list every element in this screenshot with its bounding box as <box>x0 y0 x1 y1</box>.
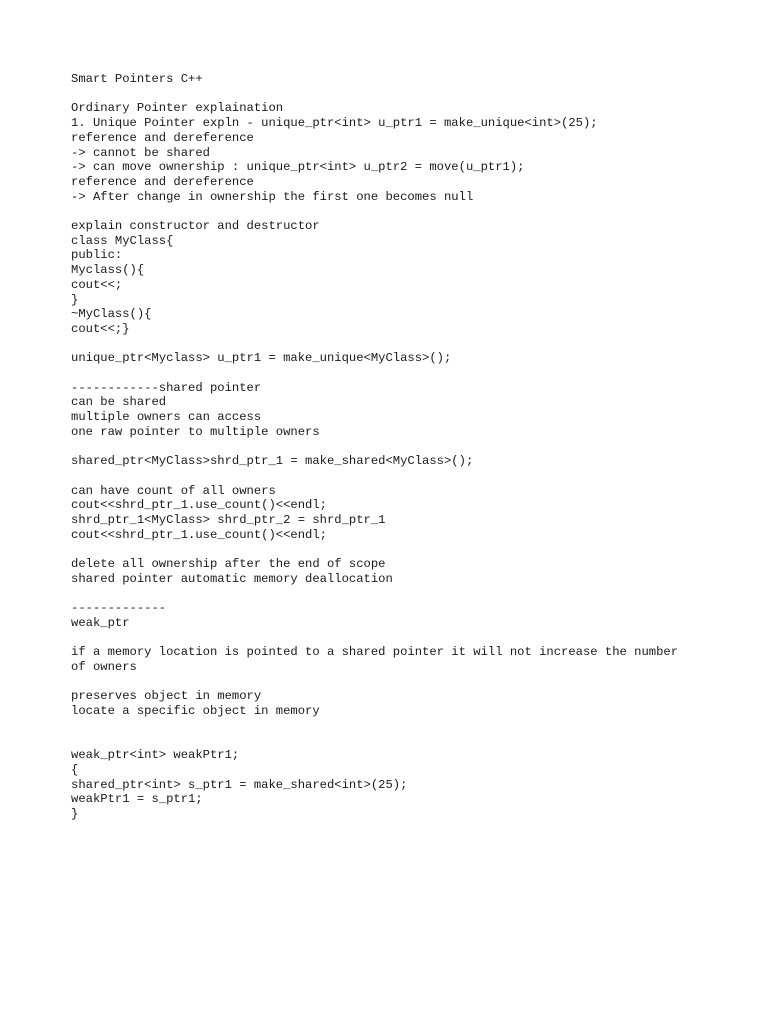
text-line: preserves object in memory <box>71 689 262 704</box>
text-line: can be shared <box>71 395 167 410</box>
text-line: ------------- <box>71 601 167 616</box>
blank-line <box>71 469 711 484</box>
text-line: cout<<shrd_ptr_1.use_count()<<endl; <box>71 527 327 542</box>
text-line: ~MyClass(){ <box>71 307 152 322</box>
text-line: of owners <box>71 659 137 674</box>
text-line: } <box>71 806 79 821</box>
text-line: Myclass(){ <box>71 263 145 278</box>
text-line: reference and dereference <box>71 174 254 189</box>
text-line: cout<<shrd_ptr_1.use_count()<<endl; <box>71 498 327 513</box>
text-line: { <box>71 762 79 777</box>
blank-line <box>71 366 711 381</box>
blank-line <box>71 204 711 219</box>
text-line: one raw pointer to multiple owners <box>71 424 320 439</box>
text-line: -> can move ownership : unique_ptr<int> u_ptr2 = move(u_ptr1); <box>71 160 525 175</box>
text-line: cout<<; <box>71 277 123 292</box>
text-line: -> After change in ownership the first one becomes null <box>71 189 474 204</box>
text-line: weak_ptr<int> weakPtr1; <box>71 748 240 763</box>
blank-line <box>71 337 711 352</box>
blank-line <box>71 587 711 602</box>
text-line: reference and dereference <box>71 130 254 145</box>
text-line: -> cannot be shared <box>71 145 210 160</box>
text-line: public: <box>71 248 123 263</box>
blank-line <box>71 719 711 734</box>
blank-line <box>71 675 711 690</box>
blank-line <box>71 631 711 646</box>
text-line: class MyClass{ <box>71 233 174 248</box>
text-line: weak_ptr <box>71 615 130 630</box>
text-line: } <box>71 292 79 307</box>
text-line: shrd_ptr_1<MyClass> shrd_ptr_2 = shrd_ptr_1 <box>71 513 386 527</box>
text-line: shared_ptr<MyClass>shrd_ptr_1 = make_shared<MyClass>(); <box>71 454 474 469</box>
text-line: unique_ptr<Myclass> u_ptr1 = make_unique<MyClass>(); <box>71 351 452 366</box>
text-line: can have count of all owners <box>71 483 276 498</box>
text-line: ------------shared pointer <box>71 380 262 395</box>
blank-line <box>71 733 711 748</box>
blank-line <box>71 440 711 455</box>
text-line: multiple owners can access <box>71 410 262 425</box>
text-line: shared_ptr<int> s_ptr1 = make_shared<int>(25); <box>71 777 408 792</box>
text-line: locate a specific object in memory <box>71 704 320 719</box>
text-line: explain constructor and destructor <box>71 219 320 233</box>
text-line: weakPtr1 = s_ptr1; <box>71 792 203 807</box>
text-line: cout<<;} <box>71 321 130 336</box>
text-line: shared pointer automatic memory deallocation <box>71 571 393 586</box>
text-line: 1. Unique Pointer expln - unique_ptr<int> u_ptr1 = make_unique<int>(25); <box>71 116 598 131</box>
text-line: delete all ownership after the end of scope <box>71 557 386 572</box>
document-title: Smart Pointers C++ <box>71 72 203 86</box>
blank-line <box>71 87 711 102</box>
text-line: if a memory location is pointed to a shared pointer it will not increase the number <box>71 645 679 660</box>
document-body <box>71 72 711 822</box>
text-line: Ordinary Pointer explaination <box>71 101 284 116</box>
blank-line <box>71 542 711 557</box>
